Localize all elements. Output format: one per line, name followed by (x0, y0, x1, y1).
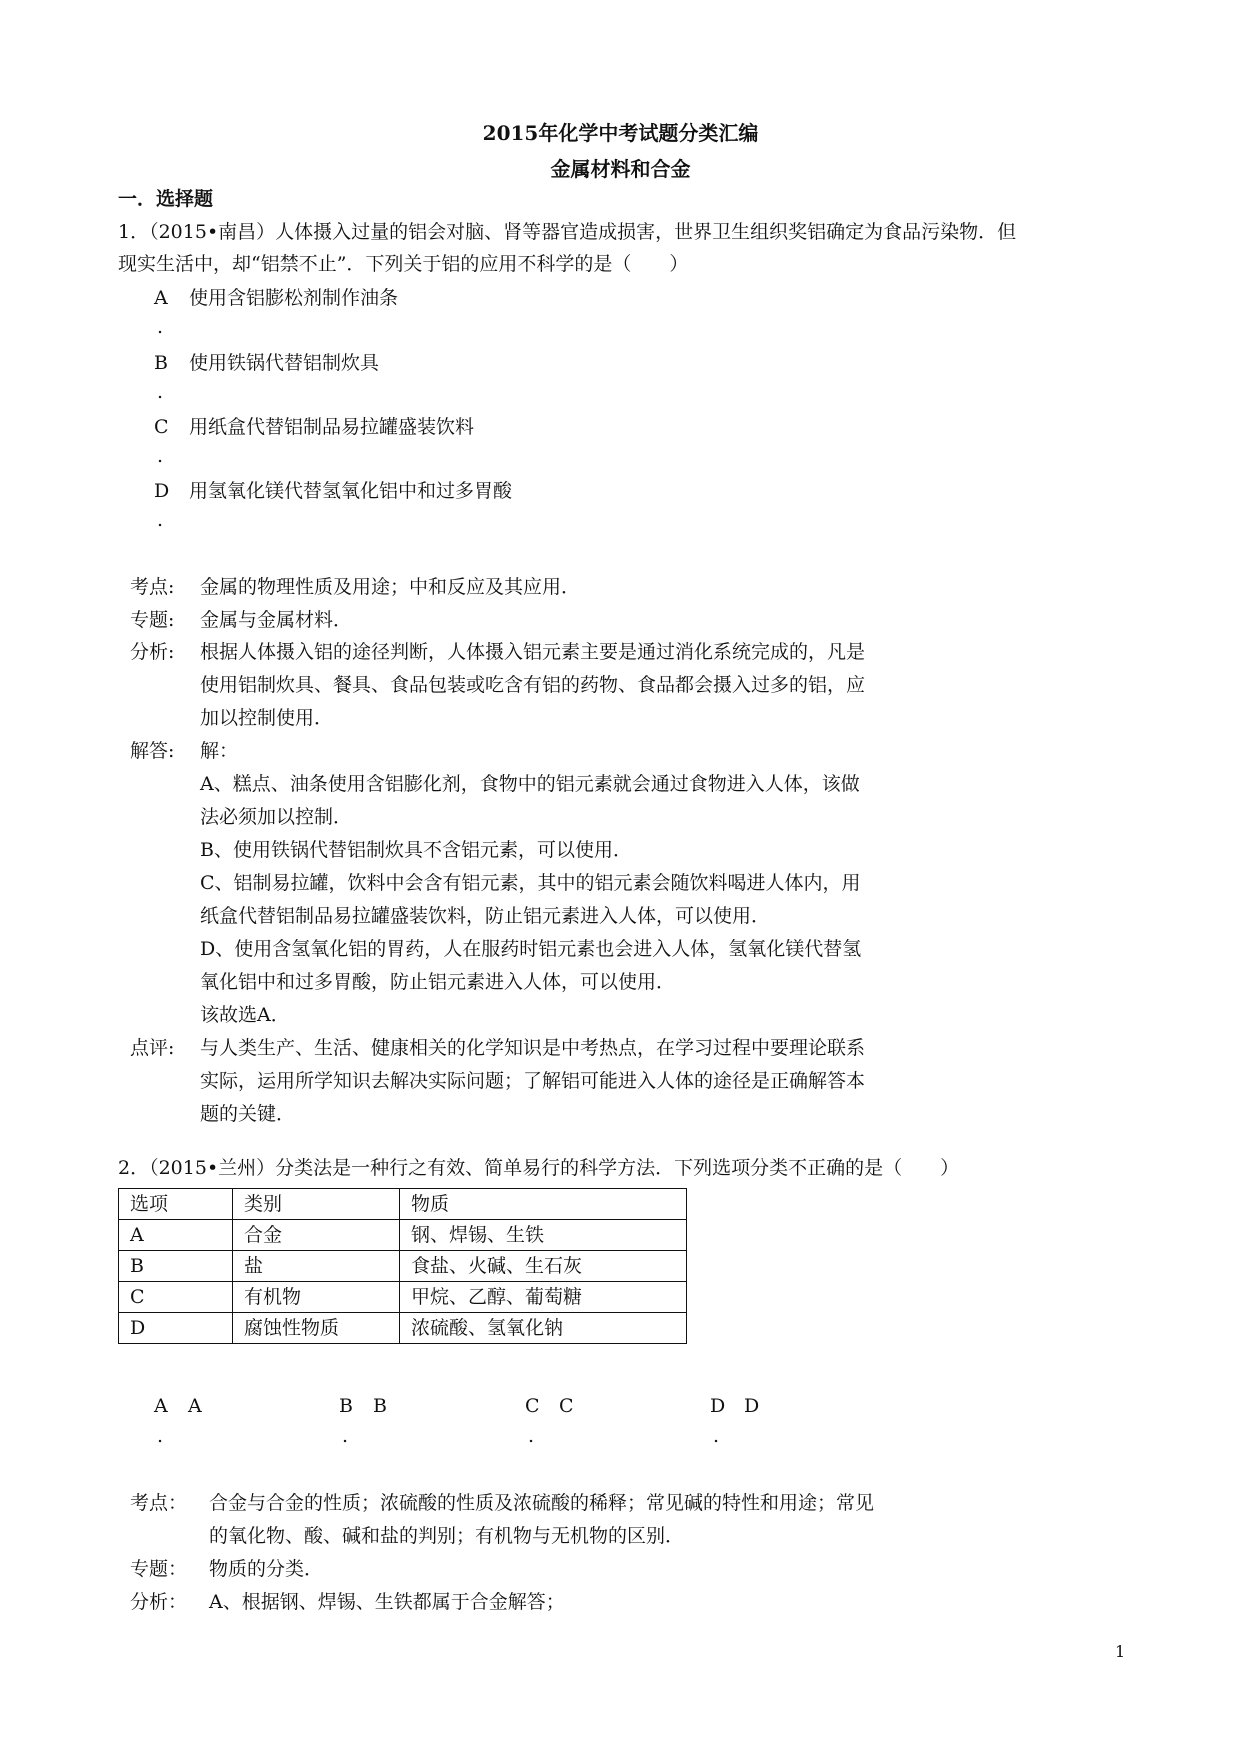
q1-jieda-line-9: 该故选A． (200, 1004, 290, 1026)
q2-fenxi-label: 分析： (130, 1591, 188, 1613)
q2-kaodian-line-1: 合金与合金的性质；浓硫酸的性质及浓硫酸的稀释；常见碱的特性和用途；常见 (209, 1492, 875, 1514)
q1-jieda-line-2: A、糕点、油条使用含铝膨化剂，食物中的铝元素就会通过食物进入人体，该做 (200, 773, 860, 795)
q2-kaodian-label: 考点： (130, 1492, 188, 1514)
q1-option-a-text: 使用含铝膨松剂制作油条 (189, 287, 399, 309)
q1-fenxi-line-3: 加以控制使用． (200, 707, 334, 729)
q1-jieda-line-5: C、铝制易拉罐，饮料中会含有铝元素，其中的铝元素会随饮料喝进人体内，用 (200, 872, 861, 894)
table-cell: 盐 (233, 1251, 400, 1282)
q2-option-d-dot: . (713, 1425, 720, 1447)
q1-jieda-line-4: B、使用铁锅代替铝制炊具不含铝元素，可以使用． (200, 839, 632, 861)
table-header-cell: 选项 (119, 1189, 233, 1220)
q1-jieda-line-1: 解： (200, 740, 239, 762)
q1-option-a-letter: A (154, 287, 168, 309)
q1-option-b-dot: . (157, 381, 164, 403)
table-row (119, 1220, 687, 1251)
table-cell: 食盐、火碱、生石灰 (400, 1251, 687, 1282)
q2-option-a-letter: A (154, 1395, 168, 1417)
table-row (119, 1251, 687, 1282)
q1-zhuanti-label: 专题: (130, 609, 175, 631)
q1-option-a-dot: . (157, 316, 164, 338)
q2-option-c-letter: C (525, 1395, 540, 1417)
q1-jieda-line-8: 氧化铝中和过多胃酸，防止铝元素进入人体，可以使用． (200, 971, 676, 993)
q1-option-b-letter: B (154, 352, 168, 374)
page-number: 1 (1115, 1642, 1126, 1661)
table-cell: 有机物 (233, 1282, 400, 1313)
question-2-stem: 2．（2015•兰州）分类法是一种行之有效、简单易行的科学方法．下列选项分类不正确的是（ ） (118, 1157, 960, 1179)
q1-option-c-text: 用纸盒代替铝制品易拉罐盛装饮料 (189, 416, 475, 438)
q1-jieda-label: 解答: (130, 740, 175, 762)
q2-option-a-text: A (188, 1395, 202, 1417)
document-subtitle: 金属材料和合金 (550, 157, 691, 181)
q1-fenxi-line-1: 根据人体摄入铝的途径判断，人体摄入铝元素主要是通过消化系统完成的，凡是 (200, 641, 866, 663)
document-title: 2015年化学中考试题分类汇编 (482, 121, 759, 145)
table-cell: B (119, 1251, 233, 1282)
table-header-cell: 物质 (400, 1189, 687, 1220)
q2-zhuanti-label: 专题： (130, 1558, 188, 1580)
q1-jieda-line-7: D、使用含氢氧化铝的胃药，人在服药时铝元素也会进入人体，氢氧化镁代替氢 (200, 938, 862, 960)
q1-fenxi-label: 分析: (130, 641, 175, 663)
table-cell: 合金 (233, 1220, 400, 1251)
question-1-stem-line-2: 现实生活中，却“铝禁不止”．下列关于铝的应用不科学的是（ ） (118, 253, 689, 275)
q1-dianping-line-1: 与人类生产、生活、健康相关的化学知识是中考热点，在学习过程中要理论联系 (200, 1037, 866, 1059)
q1-option-d-letter: D (154, 480, 170, 502)
table-header-row (119, 1189, 687, 1220)
table-row (119, 1282, 687, 1313)
table-row (119, 1313, 687, 1344)
q1-option-c-dot: . (157, 445, 164, 467)
table-cell: A (119, 1220, 233, 1251)
q1-jieda-line-3: 法必须加以控制． (200, 806, 353, 828)
table-cell: 腐蚀性物质 (233, 1313, 400, 1344)
q1-dianping-line-2: 实际，运用所学知识去解决实际问题；了解铝可能进入人体的途径是正确解答本 (200, 1070, 866, 1092)
table-cell: C (119, 1282, 233, 1313)
q1-fenxi-line-2: 使用铝制炊具、餐具、食品包装或吃含有铝的药物、食品都会摄入过多的铝，应 (200, 674, 866, 696)
q2-option-b-dot: . (342, 1425, 349, 1447)
q2-fenxi-text: A、根据钢、焊锡、生铁都属于合金解答； (209, 1591, 565, 1613)
q1-option-d-dot: . (157, 509, 164, 531)
q2-option-c-dot: . (528, 1425, 535, 1447)
q1-jieda-line-6: 纸盒代替铝制品易拉罐盛装饮料，防止铝元素进入人体，可以使用． (200, 905, 771, 927)
q2-option-c-text: C (559, 1395, 574, 1417)
table-header-cell: 类别 (233, 1189, 400, 1220)
q1-dianping-line-3: 题的关键． (200, 1103, 296, 1125)
table-cell: 甲烷、乙醇、葡萄糖 (400, 1282, 687, 1313)
q2-option-b-text: B (373, 1395, 387, 1417)
q2-option-d-letter: D (710, 1395, 726, 1417)
q1-zhuanti-text: 金属与金属材料． (200, 609, 353, 631)
table-cell: 钢、焊锡、生铁 (400, 1220, 687, 1251)
q1-option-c-letter: C (154, 416, 169, 438)
table-cell: D (119, 1313, 233, 1344)
q1-kaodian-label: 考点: (130, 576, 175, 598)
q1-option-b-text: 使用铁锅代替铝制炊具 (189, 352, 380, 374)
table-cell: 浓硫酸、氢氧化钠 (400, 1313, 687, 1344)
q2-option-a-dot: . (157, 1425, 164, 1447)
q2-option-b-letter: B (339, 1395, 353, 1417)
classification-table (118, 1188, 687, 1344)
section-heading: 一．选择题 (118, 188, 214, 210)
q2-kaodian-line-2: 的氧化物、酸、碱和盐的判别；有机物与无机物的区别． (209, 1525, 685, 1547)
q1-dianping-label: 点评: (130, 1037, 175, 1059)
q2-zhuanti-text: 物质的分类． (209, 1558, 324, 1580)
question-1-stem-line-1: 1．（2015•南昌）人体摄入过量的铝会对脑、肾等器官造成损害，世界卫生组织奖铝确定为食品污染物．但 (118, 221, 1017, 243)
q2-option-d-text: D (744, 1395, 760, 1417)
q1-option-d-text: 用氢氧化镁代替氢氧化铝中和过多胃酸 (189, 480, 513, 502)
q1-kaodian-text: 金属的物理性质及用途；中和反应及其应用． (200, 576, 581, 598)
